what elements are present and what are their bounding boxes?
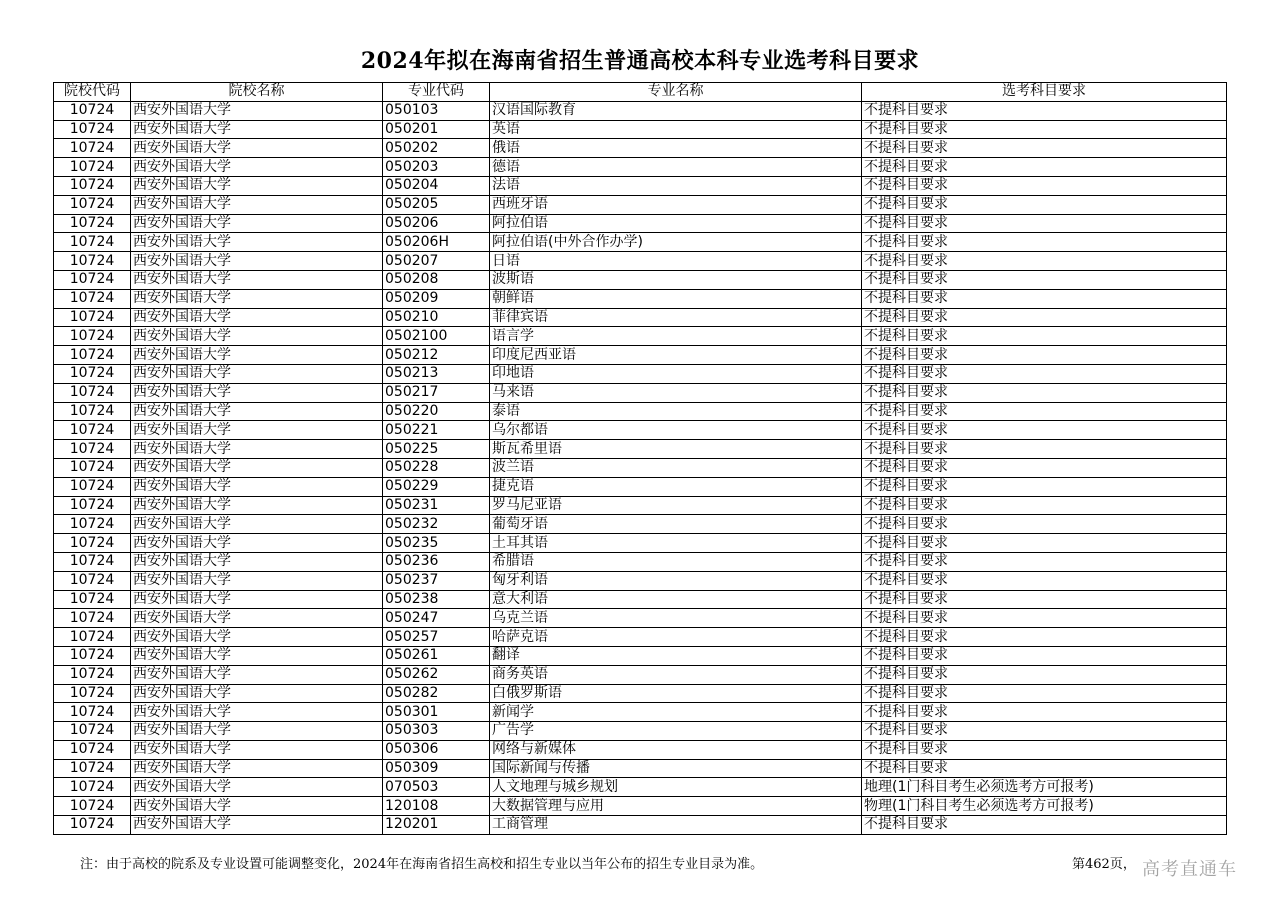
school-code-cell: 10724	[54, 609, 131, 628]
subject-requirement-cell: 不提科目要求	[862, 628, 1227, 647]
table-row	[54, 440, 1227, 459]
subject-requirement-cell: 不提科目要求	[862, 289, 1227, 308]
table-row	[54, 703, 1227, 722]
column-header-school-code: 院校代码	[54, 83, 131, 102]
column-header-subject-requirement: 选考科目要求	[862, 83, 1227, 102]
major-code-cell: 050236	[383, 552, 490, 571]
school-name-cell: 西安外国语大学	[131, 496, 383, 515]
school-code-cell: 10724	[54, 383, 131, 402]
subject-requirement-cell: 不提科目要求	[862, 740, 1227, 759]
table-row	[54, 759, 1227, 778]
school-code-cell: 10724	[54, 590, 131, 609]
major-name-cell: 阿拉伯语	[490, 214, 862, 233]
subject-requirement-cell: 不提科目要求	[862, 120, 1227, 139]
subject-requirement-cell: 不提科目要求	[862, 458, 1227, 477]
school-name-cell: 西安外国语大学	[131, 120, 383, 139]
major-code-cell: 050257	[383, 628, 490, 647]
school-name-cell: 西安外国语大学	[131, 440, 383, 459]
major-name-cell: 国际新闻与传播	[490, 759, 862, 778]
major-code-cell: 050238	[383, 590, 490, 609]
major-code-cell: 050206H	[383, 233, 490, 252]
school-code-cell: 10724	[54, 740, 131, 759]
table-row	[54, 797, 1227, 816]
subject-requirement-cell: 不提科目要求	[862, 477, 1227, 496]
school-code-cell: 10724	[54, 552, 131, 571]
major-name-cell: 商务英语	[490, 665, 862, 684]
school-name-cell: 西安外国语大学	[131, 308, 383, 327]
school-name-cell: 西安外国语大学	[131, 759, 383, 778]
major-code-cell: 050231	[383, 496, 490, 515]
school-name-cell: 西安外国语大学	[131, 571, 383, 590]
subject-requirement-cell: 不提科目要求	[862, 440, 1227, 459]
subject-requirement-cell: 不提科目要求	[862, 402, 1227, 421]
school-code-cell: 10724	[54, 233, 131, 252]
major-code-cell: 050201	[383, 120, 490, 139]
column-header-major-name: 专业名称	[490, 83, 862, 102]
footer-note: 注：由于高校的院系及专业设置可能调整变化，2024年在海南省招生高校和招生专业以当年公布的招生专业目录为准。	[80, 857, 764, 872]
school-code-cell: 10724	[54, 646, 131, 665]
school-name-cell: 西安外国语大学	[131, 665, 383, 684]
school-name-cell: 西安外国语大学	[131, 534, 383, 553]
table-row	[54, 740, 1227, 759]
subject-requirement-cell: 物理(1门科目考生必须选考方可报考)	[862, 797, 1227, 816]
subject-requirement-cell: 不提科目要求	[862, 590, 1227, 609]
major-code-cell: 050261	[383, 646, 490, 665]
school-name-cell: 西安外国语大学	[131, 646, 383, 665]
table-row	[54, 176, 1227, 195]
major-name-cell: 翻译	[490, 646, 862, 665]
subject-requirement-cell: 不提科目要求	[862, 722, 1227, 741]
major-code-cell: 070503	[383, 778, 490, 797]
school-name-cell: 西安外国语大学	[131, 289, 383, 308]
subject-requirement-cell: 不提科目要求	[862, 383, 1227, 402]
school-name-cell: 西安外国语大学	[131, 816, 383, 835]
major-name-cell: 罗马尼亚语	[490, 496, 862, 515]
table-body	[54, 101, 1227, 834]
major-name-cell: 西班牙语	[490, 195, 862, 214]
subject-requirement-cell: 不提科目要求	[862, 515, 1227, 534]
school-code-cell: 10724	[54, 252, 131, 271]
major-name-cell: 网络与新媒体	[490, 740, 862, 759]
major-code-cell: 050204	[383, 176, 490, 195]
subject-requirement-cell: 不提科目要求	[862, 233, 1227, 252]
watermark: 高考直通车	[1142, 859, 1237, 880]
table-row	[54, 609, 1227, 628]
major-name-cell: 日语	[490, 252, 862, 271]
table-row	[54, 402, 1227, 421]
table-header-row	[54, 83, 1227, 102]
major-name-cell: 阿拉伯语(中外合作办学)	[490, 233, 862, 252]
major-name-cell: 俄语	[490, 139, 862, 158]
subject-requirement-cell: 不提科目要求	[862, 308, 1227, 327]
school-code-cell: 10724	[54, 665, 131, 684]
major-code-cell: 050225	[383, 440, 490, 459]
major-name-cell: 工商管理	[490, 816, 862, 835]
school-name-cell: 西安外国语大学	[131, 402, 383, 421]
school-name-cell: 西安外国语大学	[131, 684, 383, 703]
major-name-cell: 法语	[490, 176, 862, 195]
major-code-cell: 050210	[383, 308, 490, 327]
subject-requirement-cell: 不提科目要求	[862, 534, 1227, 553]
column-header-major-code: 专业代码	[383, 83, 490, 102]
school-name-cell: 西安外国语大学	[131, 101, 383, 120]
subject-requirement-cell: 地理(1门科目考生必须选考方可报考)	[862, 778, 1227, 797]
major-name-cell: 菲律宾语	[490, 308, 862, 327]
major-name-cell: 朝鲜语	[490, 289, 862, 308]
school-name-cell: 西安外国语大学	[131, 176, 383, 195]
table-row	[54, 458, 1227, 477]
school-code-cell: 10724	[54, 797, 131, 816]
school-code-cell: 10724	[54, 101, 131, 120]
major-name-cell: 土耳其语	[490, 534, 862, 553]
major-name-cell: 新闻学	[490, 703, 862, 722]
major-code-cell: 050202	[383, 139, 490, 158]
table-row	[54, 289, 1227, 308]
major-name-cell: 广告学	[490, 722, 862, 741]
major-name-cell: 印地语	[490, 364, 862, 383]
school-name-cell: 西安外国语大学	[131, 214, 383, 233]
major-code-cell: 050206	[383, 214, 490, 233]
school-name-cell: 西安外国语大学	[131, 722, 383, 741]
major-code-cell: 120201	[383, 816, 490, 835]
table-row	[54, 346, 1227, 365]
major-code-cell: 050212	[383, 346, 490, 365]
major-code-cell: 050301	[383, 703, 490, 722]
school-code-cell: 10724	[54, 477, 131, 496]
major-name-cell: 人文地理与城乡规划	[490, 778, 862, 797]
subject-requirement-cell: 不提科目要求	[862, 346, 1227, 365]
major-name-cell: 乌克兰语	[490, 609, 862, 628]
subject-requirement-cell: 不提科目要求	[862, 139, 1227, 158]
major-name-cell: 汉语国际教育	[490, 101, 862, 120]
school-name-cell: 西安外国语大学	[131, 233, 383, 252]
major-code-cell: 050232	[383, 515, 490, 534]
major-name-cell: 葡萄牙语	[490, 515, 862, 534]
table-row	[54, 571, 1227, 590]
school-name-cell: 西安外国语大学	[131, 270, 383, 289]
school-code-cell: 10724	[54, 120, 131, 139]
table-row	[54, 722, 1227, 741]
subject-requirement-cell: 不提科目要求	[862, 684, 1227, 703]
school-name-cell: 西安外国语大学	[131, 797, 383, 816]
major-code-cell: 050237	[383, 571, 490, 590]
major-name-cell: 泰语	[490, 402, 862, 421]
major-code-cell: 050213	[383, 364, 490, 383]
major-code-cell: 050217	[383, 383, 490, 402]
school-code-cell: 10724	[54, 458, 131, 477]
school-code-cell: 10724	[54, 158, 131, 177]
school-code-cell: 10724	[54, 571, 131, 590]
school-code-cell: 10724	[54, 684, 131, 703]
major-name-cell: 斯瓦希里语	[490, 440, 862, 459]
school-name-cell: 西安外国语大学	[131, 740, 383, 759]
major-name-cell: 匈牙利语	[490, 571, 862, 590]
table-row	[54, 327, 1227, 346]
school-code-cell: 10724	[54, 722, 131, 741]
table-row	[54, 383, 1227, 402]
table-row	[54, 477, 1227, 496]
school-code-cell: 10724	[54, 346, 131, 365]
subject-requirement-cell: 不提科目要求	[862, 270, 1227, 289]
column-header-school-name: 院校名称	[131, 83, 383, 102]
school-name-cell: 西安外国语大学	[131, 552, 383, 571]
major-code-cell: 050221	[383, 421, 490, 440]
major-name-cell: 乌尔都语	[490, 421, 862, 440]
table-row	[54, 590, 1227, 609]
subject-requirement-cell: 不提科目要求	[862, 214, 1227, 233]
school-name-cell: 西安外国语大学	[131, 158, 383, 177]
major-code-cell: 0502100	[383, 327, 490, 346]
school-code-cell: 10724	[54, 327, 131, 346]
school-name-cell: 西安外国语大学	[131, 590, 383, 609]
table-row	[54, 195, 1227, 214]
school-code-cell: 10724	[54, 364, 131, 383]
major-code-cell: 050229	[383, 477, 490, 496]
table-row	[54, 308, 1227, 327]
school-name-cell: 西安外国语大学	[131, 778, 383, 797]
subject-requirement-cell: 不提科目要求	[862, 158, 1227, 177]
table-row	[54, 364, 1227, 383]
school-name-cell: 西安外国语大学	[131, 346, 383, 365]
major-name-cell: 意大利语	[490, 590, 862, 609]
school-name-cell: 西安外国语大学	[131, 515, 383, 534]
subject-requirement-cell: 不提科目要求	[862, 421, 1227, 440]
school-name-cell: 西安外国语大学	[131, 327, 383, 346]
major-code-cell: 050220	[383, 402, 490, 421]
major-name-cell: 德语	[490, 158, 862, 177]
table-row	[54, 665, 1227, 684]
major-code-cell: 050203	[383, 158, 490, 177]
school-name-cell: 西安外国语大学	[131, 252, 383, 271]
table-row	[54, 233, 1227, 252]
school-code-cell: 10724	[54, 270, 131, 289]
school-name-cell: 西安外国语大学	[131, 421, 383, 440]
school-code-cell: 10724	[54, 308, 131, 327]
major-name-cell: 语言学	[490, 327, 862, 346]
major-code-cell: 050207	[383, 252, 490, 271]
page-number: 第462页，	[1072, 857, 1136, 872]
table-row	[54, 552, 1227, 571]
subject-requirement-cell: 不提科目要求	[862, 665, 1227, 684]
school-name-cell: 西安外国语大学	[131, 364, 383, 383]
major-name-cell: 英语	[490, 120, 862, 139]
school-code-cell: 10724	[54, 628, 131, 647]
major-code-cell: 050235	[383, 534, 490, 553]
major-code-cell: 050228	[383, 458, 490, 477]
subject-requirement-cell: 不提科目要求	[862, 816, 1227, 835]
table-row	[54, 778, 1227, 797]
subject-requirement-cell: 不提科目要求	[862, 571, 1227, 590]
table-row	[54, 421, 1227, 440]
table-row	[54, 270, 1227, 289]
subject-requirement-cell: 不提科目要求	[862, 101, 1227, 120]
school-name-cell: 西安外国语大学	[131, 139, 383, 158]
major-name-cell: 哈萨克语	[490, 628, 862, 647]
school-code-cell: 10724	[54, 759, 131, 778]
major-code-cell: 050208	[383, 270, 490, 289]
page-title: 2024年拟在海南省招生普通高校本科专业选考科目要求	[360, 48, 920, 74]
school-name-cell: 西安外国语大学	[131, 703, 383, 722]
school-code-cell: 10724	[54, 176, 131, 195]
major-code-cell: 050205	[383, 195, 490, 214]
major-code-cell: 050247	[383, 609, 490, 628]
table-row	[54, 534, 1227, 553]
subject-requirement-cell: 不提科目要求	[862, 195, 1227, 214]
major-name-cell: 印度尼西亚语	[490, 346, 862, 365]
major-name-cell: 白俄罗斯语	[490, 684, 862, 703]
major-code-cell: 050262	[383, 665, 490, 684]
major-name-cell: 大数据管理与应用	[490, 797, 862, 816]
major-code-cell: 050209	[383, 289, 490, 308]
table-row	[54, 158, 1227, 177]
subject-requirement-cell: 不提科目要求	[862, 646, 1227, 665]
school-code-cell: 10724	[54, 703, 131, 722]
school-name-cell: 西安外国语大学	[131, 383, 383, 402]
major-name-cell: 希腊语	[490, 552, 862, 571]
school-name-cell: 西安外国语大学	[131, 195, 383, 214]
subject-requirement-cell: 不提科目要求	[862, 176, 1227, 195]
subject-requirement-cell: 不提科目要求	[862, 609, 1227, 628]
school-code-cell: 10724	[54, 534, 131, 553]
school-code-cell: 10724	[54, 816, 131, 835]
major-name-cell: 马来语	[490, 383, 862, 402]
school-code-cell: 10724	[54, 496, 131, 515]
major-name-cell: 捷克语	[490, 477, 862, 496]
subject-requirement-cell: 不提科目要求	[862, 364, 1227, 383]
table-row	[54, 628, 1227, 647]
table-row	[54, 214, 1227, 233]
subject-requirement-cell: 不提科目要求	[862, 552, 1227, 571]
school-code-cell: 10724	[54, 778, 131, 797]
table-row	[54, 684, 1227, 703]
school-code-cell: 10724	[54, 421, 131, 440]
school-code-cell: 10724	[54, 214, 131, 233]
subject-requirement-cell: 不提科目要求	[862, 327, 1227, 346]
table-row	[54, 816, 1227, 835]
school-code-cell: 10724	[54, 289, 131, 308]
table-row	[54, 646, 1227, 665]
subject-requirement-cell: 不提科目要求	[862, 703, 1227, 722]
table-row	[54, 496, 1227, 515]
subject-requirement-cell: 不提科目要求	[862, 759, 1227, 778]
major-code-cell: 050103	[383, 101, 490, 120]
school-code-cell: 10724	[54, 139, 131, 158]
subject-requirement-cell: 不提科目要求	[862, 496, 1227, 515]
major-code-cell: 050282	[383, 684, 490, 703]
school-name-cell: 西安外国语大学	[131, 628, 383, 647]
major-name-cell: 波兰语	[490, 458, 862, 477]
table-row	[54, 101, 1227, 120]
school-code-cell: 10724	[54, 195, 131, 214]
major-name-cell: 波斯语	[490, 270, 862, 289]
school-code-cell: 10724	[54, 402, 131, 421]
table-row	[54, 139, 1227, 158]
school-name-cell: 西安外国语大学	[131, 609, 383, 628]
school-code-cell: 10724	[54, 440, 131, 459]
major-code-cell: 050303	[383, 722, 490, 741]
school-name-cell: 西安外国语大学	[131, 477, 383, 496]
school-code-cell: 10724	[54, 515, 131, 534]
school-name-cell: 西安外国语大学	[131, 458, 383, 477]
requirements-table	[53, 82, 1227, 835]
major-code-cell: 120108	[383, 797, 490, 816]
subject-requirement-cell: 不提科目要求	[862, 252, 1227, 271]
major-code-cell: 050309	[383, 759, 490, 778]
major-code-cell: 050306	[383, 740, 490, 759]
table-row	[54, 120, 1227, 139]
table-row	[54, 252, 1227, 271]
table-row	[54, 515, 1227, 534]
